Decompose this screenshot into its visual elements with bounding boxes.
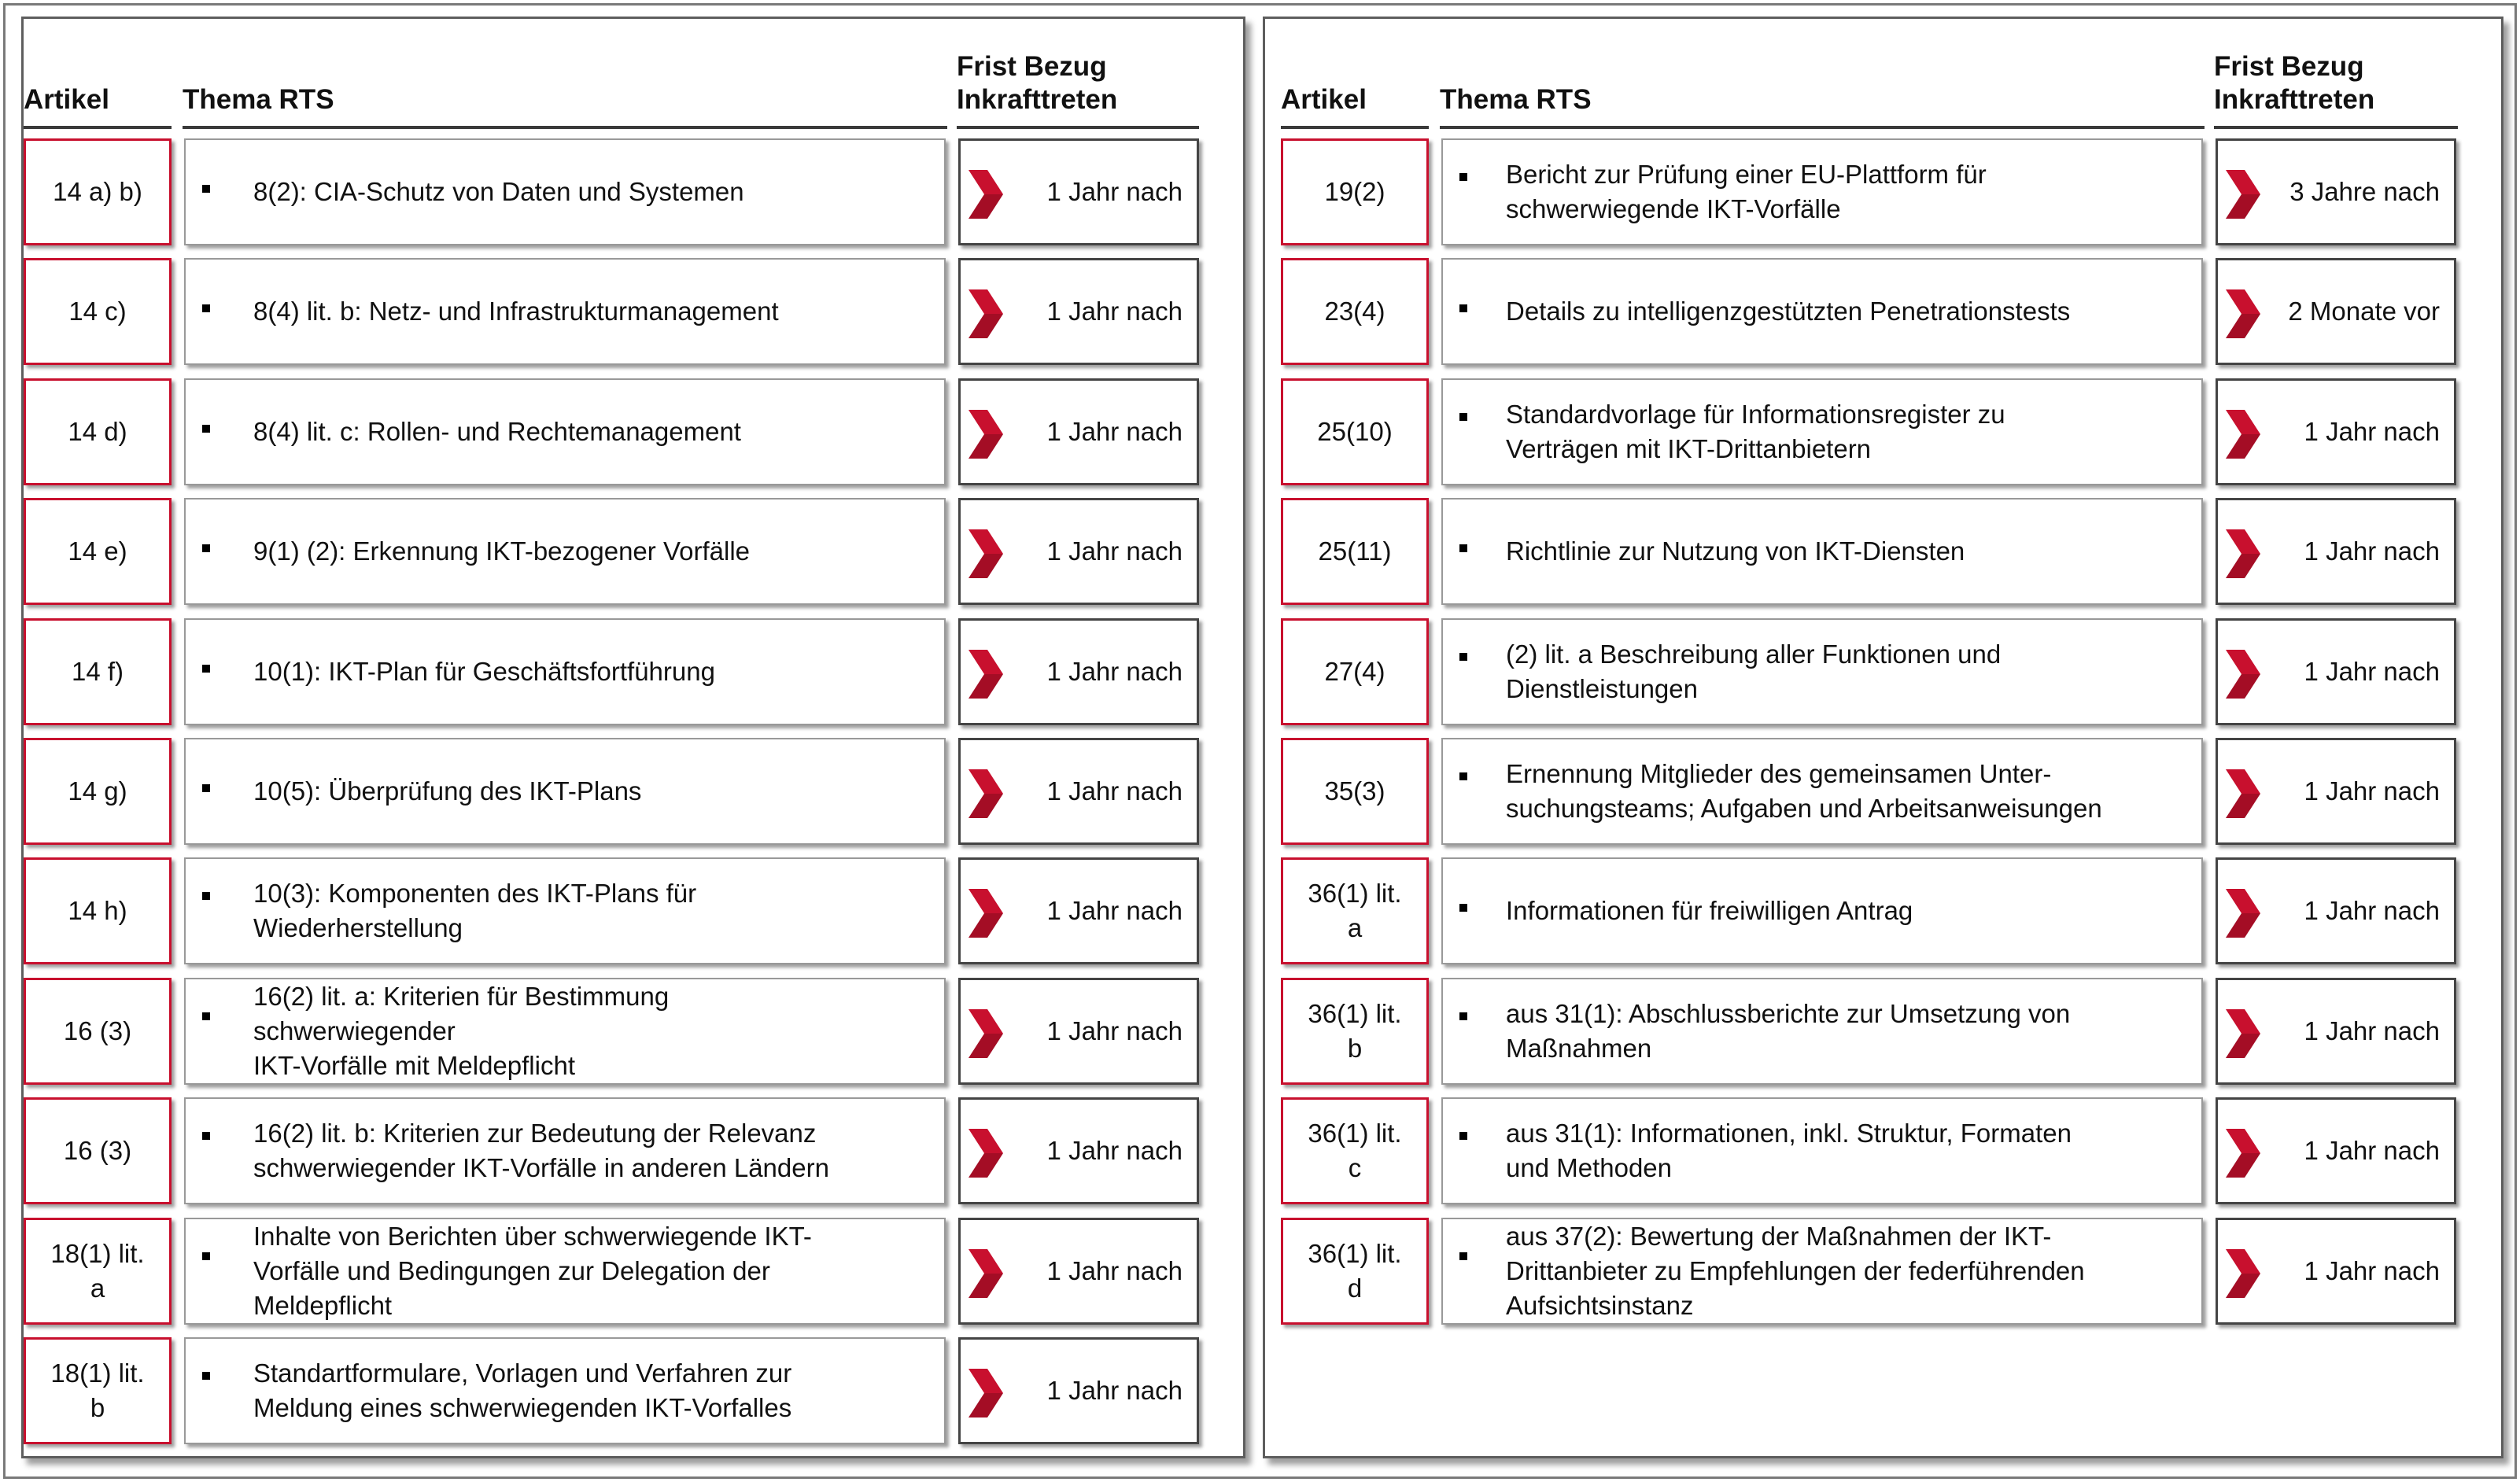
square-bullet-icon <box>202 544 210 552</box>
right-table-panel <box>1263 17 2503 1458</box>
frist-cell <box>958 1097 1199 1204</box>
frist-cell <box>2216 498 2456 605</box>
frist-value: 1 Jahr nach <box>1046 1256 1183 1285</box>
artikel-cell <box>1281 258 1429 365</box>
thema-cell <box>1441 258 2203 365</box>
chevron-right-icon <box>967 289 1005 338</box>
artikel-cell <box>1281 138 1429 245</box>
thema-text: Inhalte von Berichten über schwerwiegende IKT- Vorfälle und Bedingungen zur Delegation der Meldepflicht <box>253 1222 812 1320</box>
artikel-value: 14 f) <box>71 657 124 686</box>
artikel-cell <box>24 1097 172 1204</box>
header-artikel <box>24 19 172 129</box>
header-thema <box>183 19 947 129</box>
artikel-value: 14 e) <box>68 536 127 566</box>
header-frist-right-line2: Inkrafttreten <box>2214 84 2375 115</box>
frist-value: 1 Jahr nach <box>1046 896 1183 925</box>
frist-cell <box>958 738 1199 845</box>
thema-text: (2) lit. a Beschreibung aller Funktionen und Dienstleistungen <box>1506 640 2002 703</box>
thema-cell <box>184 978 946 1085</box>
frist-cell <box>2216 258 2456 365</box>
artikel-value: 14 c) <box>68 297 127 326</box>
square-bullet-icon <box>1459 1012 1467 1020</box>
frist-value: 3 Jahre nach <box>2289 177 2440 206</box>
header-thema-right <box>1440 19 2205 129</box>
frist-value: 1 Jahr nach <box>1046 417 1183 446</box>
frist-cell <box>958 618 1199 725</box>
thema-cell <box>184 138 946 245</box>
thema-cell <box>1441 498 2203 605</box>
header-thema-label: Thema RTS <box>183 84 334 115</box>
artikel-cell <box>1281 1218 1429 1325</box>
frist-value: 1 Jahr nach <box>2304 776 2440 806</box>
thema-cell <box>1441 378 2203 485</box>
square-bullet-icon <box>1459 304 1467 312</box>
frist-value: 1 Jahr nach <box>2304 536 2440 566</box>
thema-text: aus 31(1): Informationen, inkl. Struktur, Formaten und Methoden <box>1506 1119 2072 1182</box>
artikel-cell <box>24 378 172 485</box>
frist-cell <box>2216 138 2456 245</box>
artikel-cell <box>24 857 172 964</box>
frist-cell <box>958 1337 1199 1444</box>
thema-text: Standartformulare, Vorlagen und Verfahren zur Meldung eines schwerwiegenden IKT-Vorfalles <box>253 1358 792 1422</box>
thema-text: aus 37(2): Bewertung der Maßnahmen der IKT- Drittanbieter zu Empfehlungen der federführenden Aufsichtsinstanz <box>1506 1222 2085 1320</box>
header-artikel-right <box>1281 19 1429 129</box>
thema-cell <box>1441 738 2203 845</box>
thema-cell <box>1441 1218 2203 1325</box>
frist-value: 1 Jahr nach <box>1046 657 1183 686</box>
frist-cell <box>2216 618 2456 725</box>
chevron-right-icon <box>967 1009 1005 1058</box>
chevron-right-icon <box>967 1129 1005 1178</box>
artikel-value: 25(10) <box>1317 417 1393 446</box>
thema-cell <box>1441 857 2203 964</box>
chevron-right-icon <box>967 650 1005 699</box>
thema-text: 10(3): Komponenten des IKT-Plans für Wiederherstellung <box>253 879 697 942</box>
frist-value: 1 Jahr nach <box>1046 1136 1183 1165</box>
frist-cell <box>2216 738 2456 845</box>
frist-cell <box>958 978 1199 1085</box>
frist-value: 1 Jahr nach <box>1046 297 1183 326</box>
square-bullet-icon <box>1459 653 1467 661</box>
artikel-value: 27(4) <box>1324 657 1385 686</box>
thema-cell <box>184 857 946 964</box>
artikel-cell <box>1281 978 1429 1085</box>
frist-value: 1 Jahr nach <box>2304 1256 2440 1285</box>
artikel-cell <box>24 1218 172 1325</box>
thema-cell <box>1441 1097 2203 1204</box>
artikel-cell <box>24 1337 172 1444</box>
header-frist-right <box>2214 19 2458 129</box>
frist-value: 1 Jahr nach <box>2304 657 2440 686</box>
chevron-right-icon <box>2224 1249 2262 1298</box>
artikel-value: 14 g) <box>68 776 127 806</box>
artikel-cell <box>1281 738 1429 845</box>
left-table-panel <box>21 17 1245 1458</box>
artikel-cell <box>24 498 172 605</box>
artikel-cell <box>1281 618 1429 725</box>
square-bullet-icon <box>1459 544 1467 552</box>
header-frist-right-label <box>2214 50 2374 116</box>
chevron-right-icon <box>967 529 1005 578</box>
artikel-value: 36(1) lit. c <box>1308 1119 1402 1182</box>
thema-text: Bericht zur Prüfung einer EU-Plattform für schwerwiegende IKT-Vorfälle <box>1506 160 1987 223</box>
frist-cell <box>2216 857 2456 964</box>
thema-cell <box>184 1097 946 1204</box>
artikel-value: 36(1) lit. d <box>1308 1239 1402 1303</box>
chevron-right-icon <box>2224 170 2262 219</box>
square-bullet-icon <box>202 425 210 433</box>
square-bullet-icon <box>202 1012 210 1020</box>
frist-value: 2 Monate vor <box>2288 297 2440 326</box>
frist-value: 1 Jahr nach <box>1046 1376 1183 1405</box>
thema-cell <box>184 378 946 485</box>
chevron-right-icon <box>967 1369 1005 1417</box>
header-frist-line2: Inkrafttreten <box>957 84 1118 115</box>
artikel-cell <box>1281 1097 1429 1204</box>
thema-text: 16(2) lit. a: Kriterien für Bestimmung schwerwiegender IKT-Vorfälle mit Meldepflicht <box>253 982 670 1080</box>
chevron-right-icon <box>2224 1129 2262 1178</box>
square-bullet-icon <box>202 1132 210 1140</box>
chevron-right-icon <box>2224 650 2262 699</box>
header-artikel-right-label: Artikel <box>1281 84 1367 115</box>
artikel-cell <box>24 618 172 725</box>
artikel-value: 14 a) b) <box>53 177 142 206</box>
square-bullet-icon <box>202 1252 210 1260</box>
header-thema-right-label: Thema RTS <box>1440 84 1592 115</box>
square-bullet-icon <box>1459 173 1467 181</box>
thema-cell <box>184 258 946 365</box>
artikel-value: 19(2) <box>1324 177 1385 206</box>
thema-cell <box>184 498 946 605</box>
thema-text: Ernennung Mitglieder des gemeinsamen Unter- suchungsteams; Aufgaben und Arbeitsanweisungen <box>1506 759 2102 823</box>
chevron-right-icon <box>2224 410 2262 459</box>
header-frist-right-line1: Frist Bezug <box>2214 51 2364 82</box>
artikel-value: 23(4) <box>1324 297 1385 326</box>
frist-cell <box>958 378 1199 485</box>
square-bullet-icon <box>1459 904 1467 912</box>
thema-text: Richtlinie zur Nutzung von IKT-Diensten <box>1506 536 1965 566</box>
chevron-right-icon <box>2224 529 2262 578</box>
artikel-value: 36(1) lit. a <box>1308 879 1402 942</box>
artikel-value: 16 (3) <box>63 1136 132 1165</box>
chevron-right-icon <box>967 889 1005 938</box>
frist-value: 1 Jahr nach <box>2304 896 2440 925</box>
chevron-right-icon <box>967 170 1005 219</box>
artikel-value: 25(11) <box>1318 536 1392 566</box>
frist-value: 1 Jahr nach <box>2304 1136 2440 1165</box>
square-bullet-icon <box>202 185 210 193</box>
artikel-value: 14 h) <box>68 896 127 925</box>
chevron-right-icon <box>967 410 1005 459</box>
frist-cell <box>958 1218 1199 1325</box>
frist-value: 1 Jahr nach <box>1046 536 1183 566</box>
artikel-value: 14 d) <box>68 417 127 446</box>
chevron-right-icon <box>2224 889 2262 938</box>
frist-cell <box>2216 1218 2456 1325</box>
thema-text: 9(1) (2): Erkennung IKT-bezogener Vorfälle <box>253 536 751 566</box>
thema-cell <box>184 738 946 845</box>
thema-text: 8(4) lit. b: Netz- und Infrastrukturmanagement <box>253 297 779 326</box>
artikel-value: 16 (3) <box>63 1016 132 1045</box>
square-bullet-icon <box>202 1372 210 1380</box>
artikel-cell <box>24 978 172 1085</box>
thema-text: aus 31(1): Abschlussberichte zur Umsetzung von Maßnahmen <box>1506 999 2071 1063</box>
thema-cell <box>1441 618 2203 725</box>
artikel-value: 35(3) <box>1324 776 1385 806</box>
chevron-right-icon <box>2224 1009 2262 1058</box>
square-bullet-icon <box>202 665 210 673</box>
artikel-value: 18(1) lit. b <box>50 1358 145 1422</box>
chevron-right-icon <box>967 769 1005 818</box>
thema-text: Standardvorlage für Informationsregister zu Verträgen mit IKT-Drittanbietern <box>1506 400 2005 463</box>
artikel-cell <box>24 738 172 845</box>
square-bullet-icon <box>1459 413 1467 421</box>
square-bullet-icon <box>202 304 210 312</box>
thema-cell <box>1441 138 2203 245</box>
header-frist-line1: Frist Bezug <box>957 51 1107 82</box>
frist-value: 1 Jahr nach <box>1046 177 1183 206</box>
frist-cell <box>958 498 1199 605</box>
thema-cell <box>184 1218 946 1325</box>
thema-text: 8(4) lit. c: Rollen- und Rechtemanagement <box>253 417 741 446</box>
frist-value: 1 Jahr nach <box>2304 417 2440 446</box>
thema-cell <box>184 1337 946 1444</box>
frist-cell <box>958 857 1199 964</box>
artikel-value: 36(1) lit. b <box>1308 999 1402 1063</box>
thema-cell <box>1441 978 2203 1085</box>
square-bullet-icon <box>1459 1252 1467 1260</box>
frist-cell <box>958 258 1199 365</box>
frist-value: 1 Jahr nach <box>1046 1016 1183 1045</box>
square-bullet-icon <box>202 784 210 792</box>
header-frist-label <box>957 50 1117 116</box>
artikel-cell <box>1281 498 1429 605</box>
frist-cell <box>958 138 1199 245</box>
frist-cell <box>2216 978 2456 1085</box>
thema-text: 8(2): CIA-Schutz von Daten und Systemen <box>253 177 744 206</box>
thema-text: 16(2) lit. b: Kriterien zur Bedeutung der Relevanz schwerwiegender IKT-Vorfälle in anderen Ländern <box>253 1119 829 1182</box>
thema-text: 10(5): Überprüfung des IKT-Plans <box>253 776 642 806</box>
thema-cell <box>184 618 946 725</box>
thema-text: Details zu intelligenzgestützten Penetrationstests <box>1506 297 2071 326</box>
square-bullet-icon <box>202 892 210 900</box>
header-frist <box>957 19 1199 129</box>
thema-text: 10(1): IKT-Plan für Geschäftsfortführung <box>253 657 715 686</box>
chevron-right-icon <box>2224 769 2262 818</box>
page-frame <box>3 3 2517 1479</box>
frist-value: 1 Jahr nach <box>2304 1016 2440 1045</box>
artikel-cell <box>24 138 172 245</box>
thema-text: Informationen für freiwilligen Antrag <box>1506 896 1913 925</box>
frist-value: 1 Jahr nach <box>1046 776 1183 806</box>
artikel-cell <box>1281 378 1429 485</box>
square-bullet-icon <box>1459 1132 1467 1140</box>
frist-cell <box>2216 378 2456 485</box>
chevron-right-icon <box>2224 289 2262 338</box>
square-bullet-icon <box>1459 772 1467 780</box>
chevron-right-icon <box>967 1249 1005 1298</box>
header-artikel-label: Artikel <box>24 84 109 115</box>
artikel-cell <box>1281 857 1429 964</box>
artikel-cell <box>24 258 172 365</box>
artikel-value: 18(1) lit. a <box>50 1239 145 1303</box>
frist-cell <box>2216 1097 2456 1204</box>
